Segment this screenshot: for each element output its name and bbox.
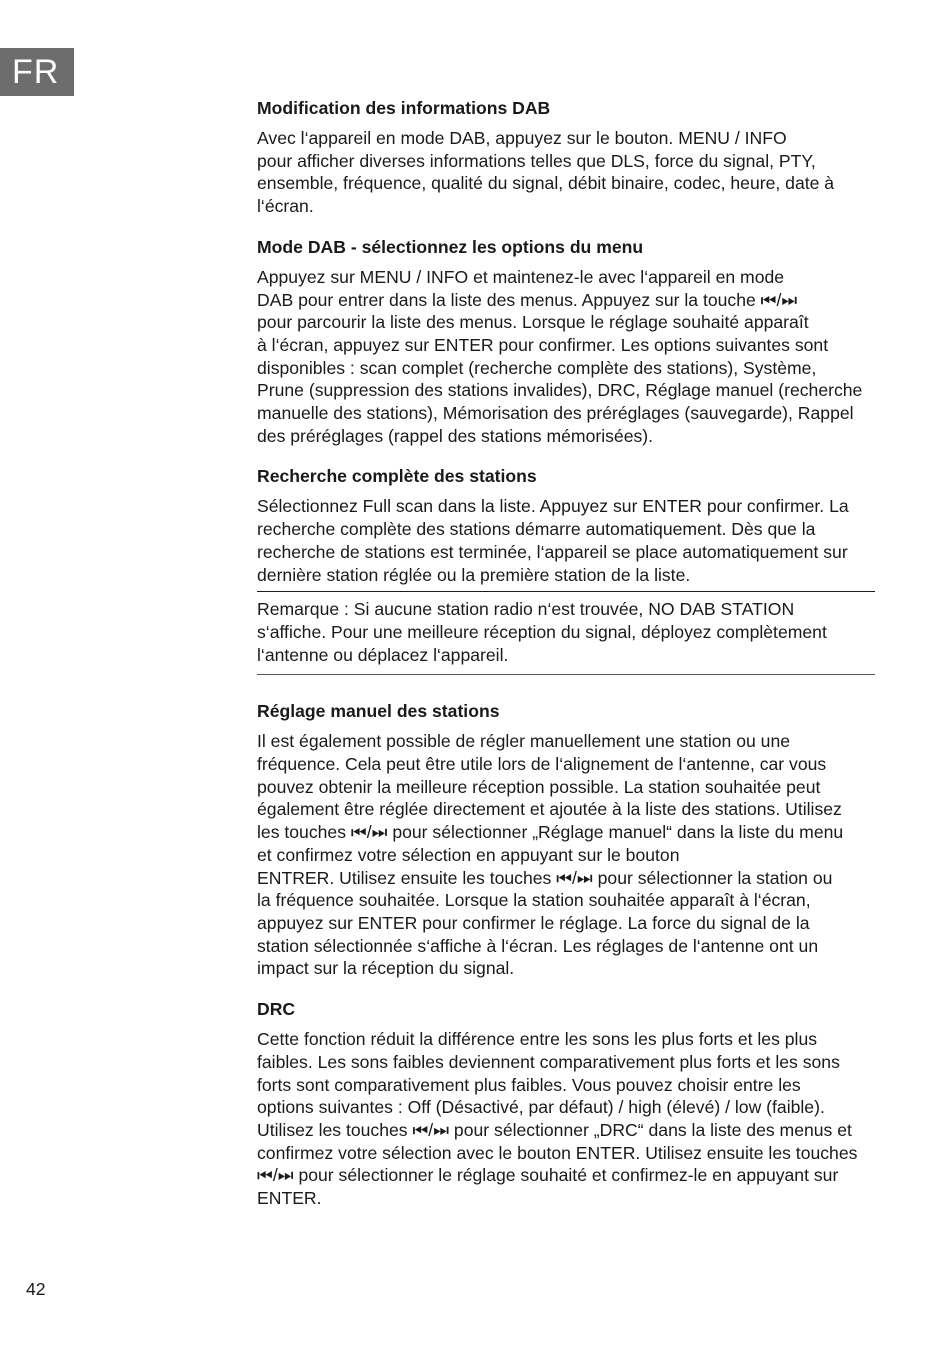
section-title: Recherche complète des stations [257,466,537,487]
section-body [257,730,875,980]
text-line: à l‘écran, appuyez sur ENTER pour confirmer. Les options suivantes sont [257,334,829,355]
section-body [257,127,875,218]
text-line: Utilisez les touches ⏮/⏭ pour sélectionner „DRC“ dans la liste des menus et [257,1119,852,1140]
text-line: manuelle des stations), Mémorisation des préréglages (sauvegarde), Rappel [257,403,854,424]
text-line: également être réglée directement et ajoutée à la liste des stations. Utilisez [257,799,842,820]
page-number: 42 [26,1279,46,1299]
text-line: pouvez obtenir la meilleure réception possible. La station souhaitée peut [257,776,821,797]
text-line: Il est également possible de régler manuellement une station ou une [257,731,791,752]
text-line: ENTRER. Utilisez ensuite les touches ⏮/⏭ pour sélectionner la station ou [257,867,833,888]
text-line: pour afficher diverses informations telles que DLS, force du signal, PTY, [257,150,816,171]
text-line: DAB pour entrer dans la liste des menus. Appuyez sur la touche ⏮/⏭ [257,289,798,310]
text-line: la fréquence souhaitée. Lorsque la station souhaitée apparaît à l‘écran, [257,890,811,911]
section-drc [257,997,875,1210]
page-content [257,96,875,1227]
text-line: appuyez sur ENTER pour confirmer le réglage. La force du signal de la [257,912,810,933]
section-dab-info [257,96,875,218]
language-tab: FR [0,48,74,96]
text-line: et confirmez votre sélection en appuyant sur le bouton [257,844,680,865]
text-line: confirmez votre sélection avec le bouton ENTER. Utilisez ensuite les touches [257,1142,858,1163]
text-line: pour parcourir la liste des menus. Lorsque le réglage souhaité apparaît [257,312,809,333]
note-line: l‘antenne ou déplacez l‘appareil. [257,644,509,665]
section-dab-menu [257,235,875,448]
section-body [257,266,875,448]
text-line: les touches ⏮/⏭ pour sélectionner „Réglage manuel“ dans la liste du menu [257,822,844,843]
note-box [257,591,875,675]
text-line: ENTER. [257,1188,322,1209]
text-line: ensemble, fréquence, qualité du signal, débit binaire, codec, heure, date à [257,173,835,194]
text-line: dernière station réglée ou la première station de la liste. [257,564,691,585]
text-line: options suivantes : Off (Désactivé, par défaut) / high (élevé) / low (faible). [257,1097,825,1118]
text-line: Sélectionnez Full scan dans la liste. Appuyez sur ENTER pour confirmer. La [257,496,849,517]
text-line: Avec l‘appareil en mode DAB, appuyez sur le bouton. MENU / INFO [257,128,787,148]
text-line: faibles. Les sons faibles deviennent comparativement plus forts et les sons [257,1051,840,1072]
text-line: station sélectionnée s‘affiche à l‘écran. Les réglages de l‘antenne ont un [257,935,819,956]
section-title: Réglage manuel des stations [257,701,500,722]
section-body [257,495,875,586]
text-line: Prune (suppression des stations invalides), DRC, Réglage manuel (recherche [257,380,863,401]
section-title: DRC [257,999,296,1020]
text-line: forts sont comparativement plus faibles. Vous pouvez choisir entre les [257,1074,801,1095]
section-title: Mode DAB - sélectionnez les options du menu [257,236,644,257]
text-line: recherche de stations est terminée, l‘appareil se place automatiquement sur [257,541,848,562]
text-line: fréquence. Cela peut être utile lors de l‘alignement de l‘antenne, car vous [257,754,827,775]
text-line: disponibles : scan complet (recherche complète des stations), Système, [257,357,817,378]
note-line: s‘affiche. Pour une meilleure réception du signal, déployez complètement [257,621,827,642]
section-title: Modification des informations DAB [257,98,551,118]
text-line: Cette fonction réduit la différence entre les sons les plus forts et les plus [257,1029,818,1050]
note-line: Remarque : Si aucune station radio n‘est trouvée, NO DAB STATION [257,599,795,620]
text-line: ⏮/⏭ pour sélectionner le réglage souhaité et confirmez-le en appuyant sur [257,1165,839,1186]
text-line: impact sur la réception du signal. [257,958,515,979]
text-line: Appuyez sur MENU / INFO et maintenez-le avec l‘appareil en mode [257,266,785,287]
text-line: des préréglages (rappel des stations mémorisées). [257,425,654,446]
section-full-scan [257,464,875,586]
text-line: recherche complète des stations démarre automatiquement. Dès que la [257,519,816,540]
section-manual-tuning [257,699,875,980]
text-line: l‘écran. [257,196,314,217]
section-body [257,1028,875,1210]
